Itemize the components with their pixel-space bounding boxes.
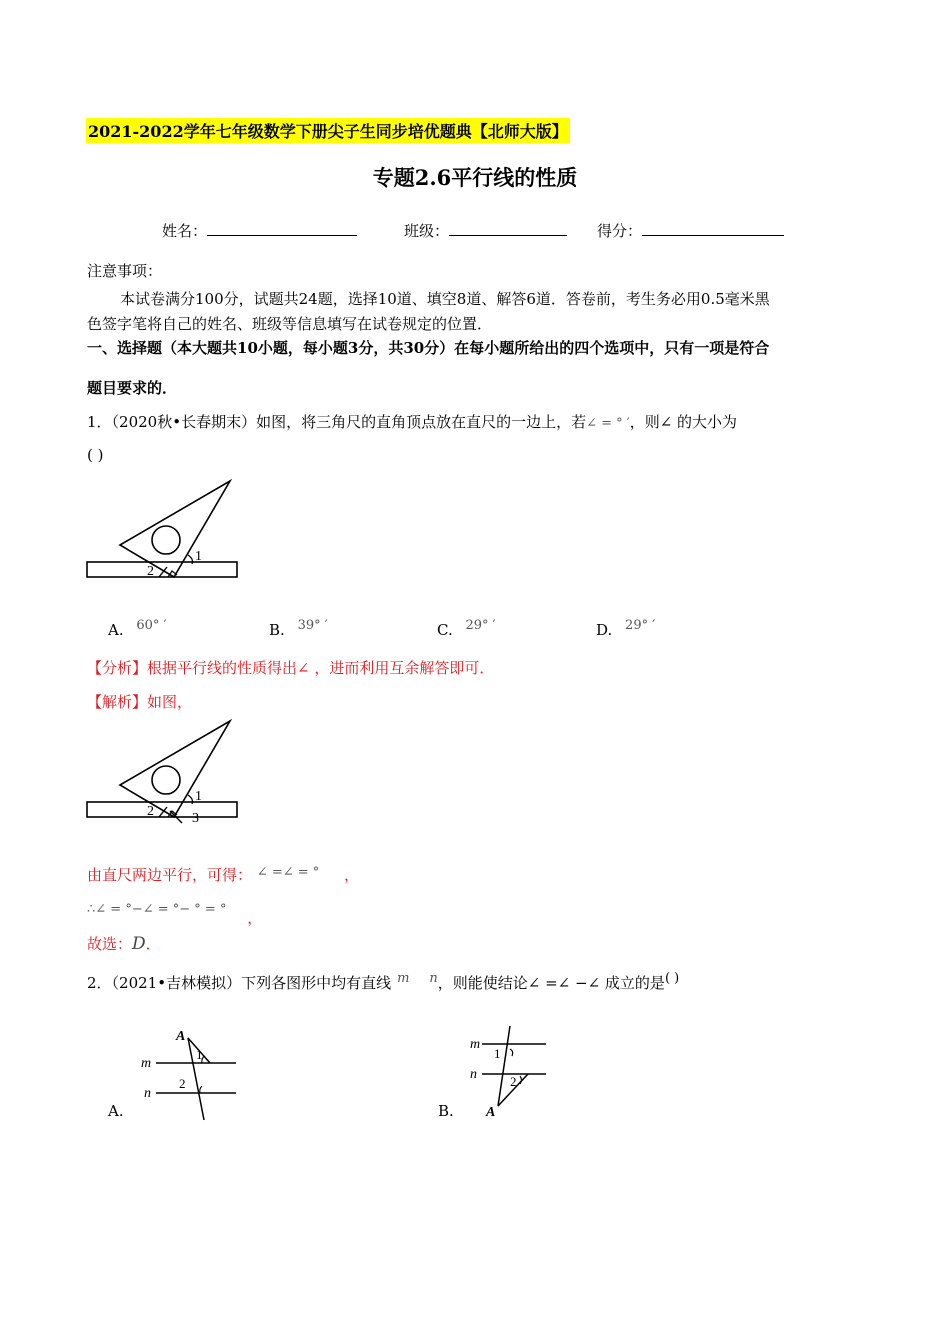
q2-line-n: n bbox=[429, 971, 438, 986]
q2-line-m: m bbox=[397, 971, 410, 986]
q1-step-1-end: ， bbox=[344, 866, 360, 884]
set-square-hole bbox=[152, 526, 180, 554]
q1-option-c[interactable] bbox=[437, 618, 496, 639]
q1-solution-figure bbox=[84, 716, 244, 826]
q1-option-b-label: B. bbox=[269, 621, 285, 639]
notes-line-1: 本试卷满分100分，试题共24题，选择10道、填空8道、解答6道．答卷前，考生务必用0.5毫米黑 bbox=[120, 290, 770, 308]
q1-bracket: ( ) bbox=[87, 446, 104, 464]
q1-step-2-end: ， bbox=[247, 909, 263, 927]
page-title: 专题2.6平行线的性质 bbox=[372, 165, 578, 190]
angle-2-arc bbox=[200, 1086, 202, 1093]
q1-option-a[interactable] bbox=[108, 618, 167, 639]
notes-line-2: 色签字笔将自己的姓名、班级等信息填写在试卷规定的位置． bbox=[87, 315, 493, 333]
q1-stem-text: （2020秋•长春期末）如图，将三角尺的直角顶点放在直尺的一边上，若 bbox=[111, 413, 587, 431]
q1-option-a-value: 60° ′ bbox=[136, 618, 167, 633]
notes-heading: 注意事项： bbox=[87, 262, 163, 280]
q1-stem-math: ∠ = ° ′ bbox=[586, 416, 630, 431]
q1-option-c-value: 29° ′ bbox=[465, 618, 496, 633]
angle-1-arc bbox=[510, 1049, 513, 1056]
angle-2-label: 2 bbox=[147, 804, 154, 819]
score-label: 得分： bbox=[597, 222, 643, 240]
q1-stem-tail: ，则∠ 的大小为 bbox=[629, 413, 738, 431]
name-label: 姓名： bbox=[162, 222, 208, 240]
class-label: 班级： bbox=[404, 222, 450, 240]
point-a-label: A bbox=[486, 1105, 496, 1120]
q2-stem-text: （2021•吉林模拟）下列各图形中均有直线 bbox=[111, 974, 392, 992]
q1-stem bbox=[87, 411, 737, 432]
q2-stem bbox=[87, 972, 679, 993]
angle-1-label: 1 bbox=[195, 549, 202, 564]
score-blank bbox=[642, 221, 784, 236]
angle-2-label: 2 bbox=[510, 1074, 517, 1089]
q1-solution-text: 如图， bbox=[147, 693, 193, 711]
q1-conclusion-answer: D bbox=[132, 934, 146, 954]
q1-conclusion bbox=[87, 933, 161, 954]
angle-1-label: 1 bbox=[196, 1047, 203, 1062]
q1-option-d[interactable] bbox=[596, 618, 656, 639]
transversal bbox=[498, 1026, 510, 1106]
q1-conclusion-end: ． bbox=[145, 935, 161, 953]
q1-option-a-label: A. bbox=[108, 621, 124, 639]
q2-bracket: ( ) bbox=[664, 971, 680, 986]
q1-solution-tag: 【解析】 bbox=[87, 693, 148, 711]
q1-step-1-text: 由直尺两边平行，可得： bbox=[87, 866, 253, 884]
angle-3-label: 3 bbox=[192, 811, 199, 826]
q1-option-d-value: 29° ′ bbox=[625, 618, 656, 633]
angle-2-label: 2 bbox=[147, 564, 154, 579]
line-m-label: m bbox=[470, 1037, 481, 1052]
q1-step-1-math: ∠ =∠ = ° bbox=[256, 865, 320, 880]
name-field bbox=[162, 220, 357, 241]
series-title: 2021-2022学年七年级数学下册尖子生同步培优题典【北师大版】 bbox=[86, 118, 570, 143]
name-blank bbox=[207, 221, 357, 236]
q2-figure-a bbox=[138, 1028, 248, 1123]
point-a-label: A bbox=[176, 1029, 186, 1044]
q1-analysis bbox=[87, 657, 494, 678]
line-n-label: n bbox=[144, 1086, 151, 1101]
q1-conclusion-text: 故选： bbox=[87, 935, 133, 953]
angle-2-label: 2 bbox=[179, 1076, 186, 1091]
section-heading-line-1: 一、选择题（本大题共10小题，每小题3分，共30分）在每小题所给出的四个选项中，只有一项是符合 bbox=[87, 339, 770, 357]
line-n-label: n bbox=[470, 1067, 477, 1082]
q1-option-c-label: C. bbox=[437, 621, 453, 639]
q1-solution bbox=[87, 691, 192, 712]
q1-option-b-value: 39° ′ bbox=[297, 618, 328, 633]
q1-option-d-label: D. bbox=[596, 621, 613, 639]
q1-analysis-text: 根据平行线的性质得出∠ ，进而利用互余解答即可． bbox=[147, 659, 495, 677]
q2-option-a[interactable]: A. bbox=[108, 1102, 124, 1120]
q1-number: 1． bbox=[87, 413, 112, 431]
line-m-label: m bbox=[141, 1056, 152, 1071]
q1-figure bbox=[84, 476, 244, 586]
q1-option-b[interactable] bbox=[269, 618, 328, 639]
q1-step-1 bbox=[87, 864, 359, 885]
q1-step-2 bbox=[87, 897, 263, 927]
class-blank bbox=[449, 221, 567, 236]
q1-analysis-tag: 【分析】 bbox=[87, 659, 148, 677]
angle-1-label: 1 bbox=[494, 1046, 501, 1061]
angle-1-label: 1 bbox=[195, 789, 202, 804]
set-square-hole bbox=[152, 766, 180, 794]
section-heading-line-2: 题目要求的． bbox=[87, 379, 178, 397]
angle-2-arc bbox=[520, 1076, 522, 1084]
q2-figure-b bbox=[466, 1024, 556, 1119]
q2-stem-tail: ，则能使结论∠ =∠ −∠ 成立的是 bbox=[437, 974, 665, 992]
q2-number: 2． bbox=[87, 974, 112, 992]
q2-option-b[interactable]: B. bbox=[438, 1102, 454, 1120]
q1-step-2-math: ∴∠ = °−∠ = °− ° = ° bbox=[87, 902, 227, 917]
class-field bbox=[404, 220, 567, 241]
score-field bbox=[597, 220, 784, 241]
